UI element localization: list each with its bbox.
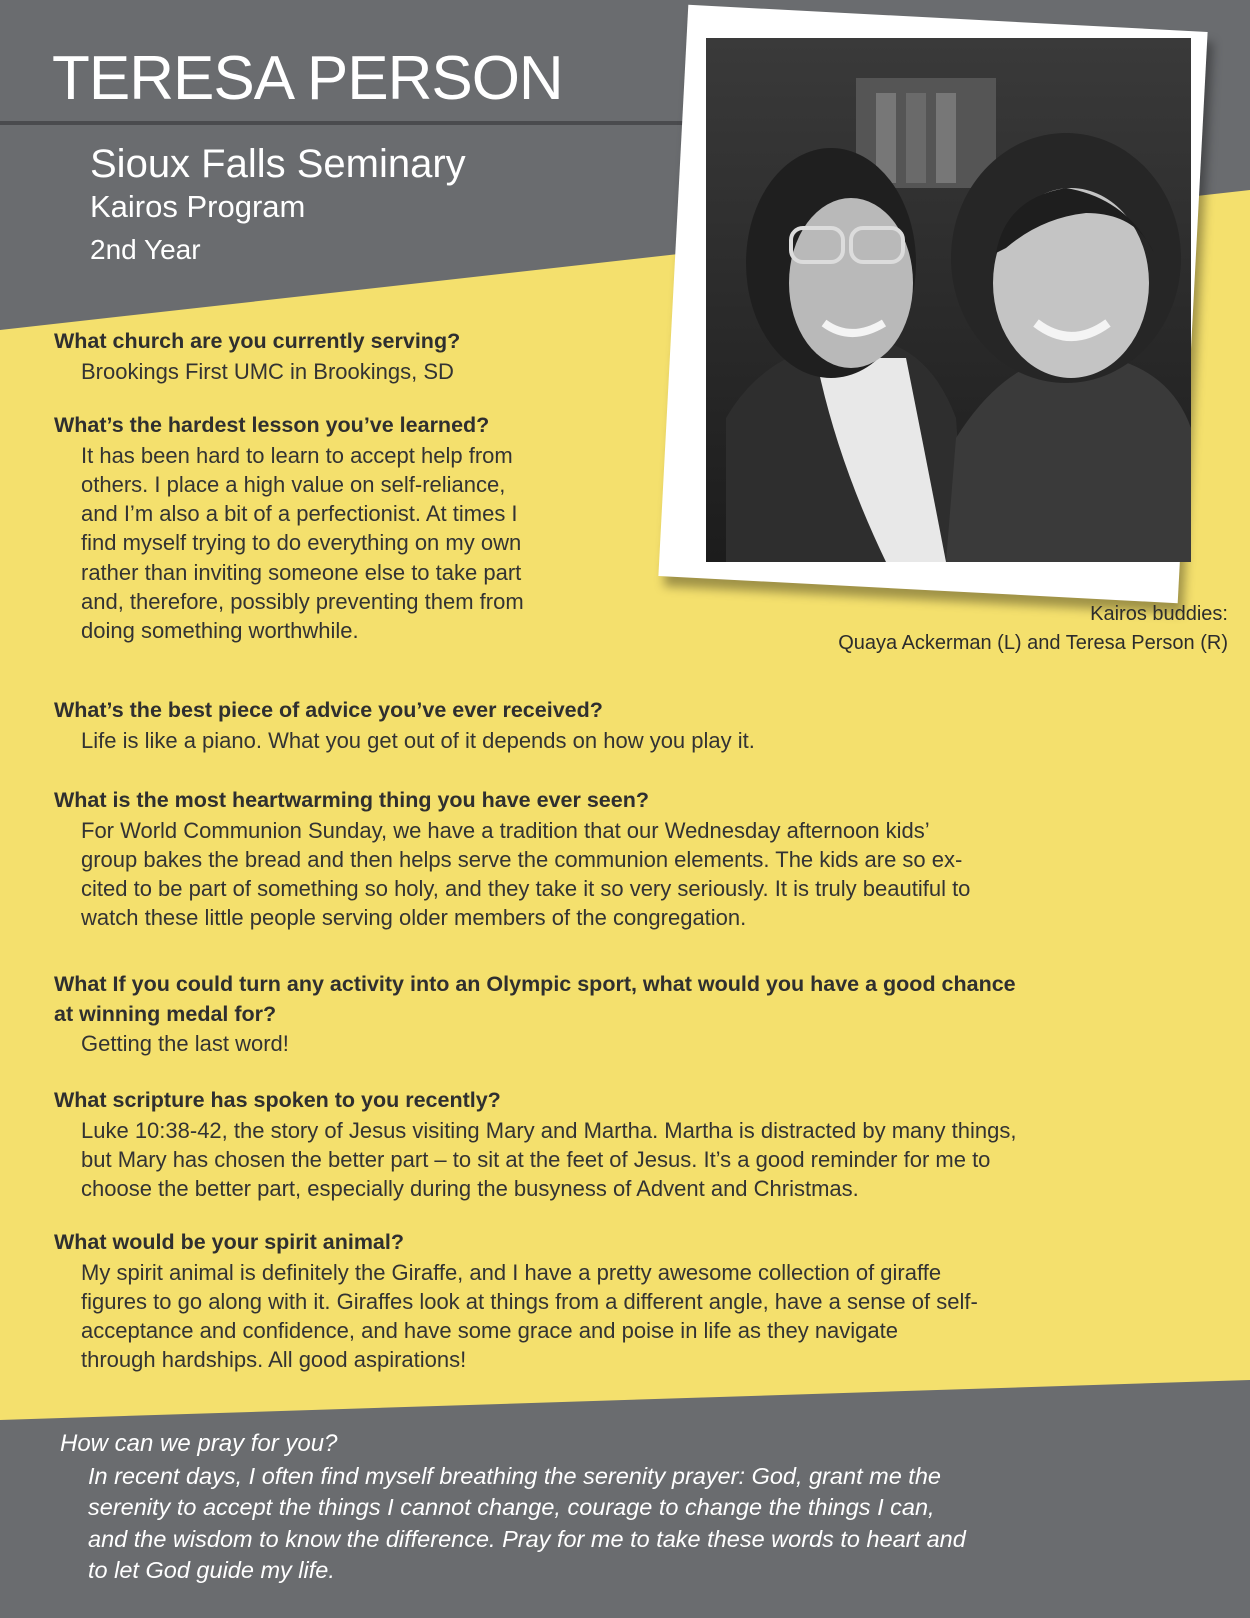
- question: What would be your spirit animal?: [54, 1230, 404, 1254]
- prayer-question: How can we pray for you?: [60, 1430, 338, 1457]
- qa-item: [54, 1228, 978, 1375]
- answer-line: find myself trying to do everything on my own: [81, 530, 522, 556]
- caption-line: Quaya Ackerman (L) and Teresa Person (R): [838, 632, 1228, 654]
- answer-line: but Mary has chosen the better part – to sit at the feet of Jesus. It’s a good reminder for me to: [81, 1146, 991, 1172]
- answer-line: and I’m also a bit of a perfectionist. At times I: [81, 501, 518, 527]
- prayer-answer-line: serenity to accept the things I cannot change, courage to change the things I can,: [88, 1494, 935, 1521]
- question: What church are you currently serving?: [54, 329, 461, 353]
- program-name: Kairos Program: [90, 189, 306, 224]
- qa-item: [54, 970, 1016, 1059]
- answer-line: choose the better part, especially during the busyness of Advent and Christmas.: [81, 1176, 859, 1202]
- question: What scripture has spoken to you recently?: [54, 1088, 501, 1112]
- answer-line: acceptance and confidence, and have some grace and poise in life as they navigate: [81, 1318, 898, 1344]
- answer-line: group bakes the bread and then helps serve the communion elements. The kids are so ex-: [81, 846, 963, 872]
- school-name: Sioux Falls Seminary: [90, 142, 466, 186]
- answer: Brookings First UMC in Brookings, SD: [81, 358, 454, 384]
- question-line: What If you could turn any activity into an Olympic sport, what would you have a good chance: [54, 972, 1016, 996]
- qa-item: [54, 1086, 1016, 1203]
- answer-line: figures to go along with it. Giraffes look at things from a different angle, have a sense of self-: [81, 1288, 978, 1314]
- caption-line: Kairos buddies:: [1090, 603, 1228, 625]
- qa-item: [54, 786, 970, 933]
- question: What’s the best piece of advice you’ve ever received?: [54, 698, 603, 722]
- answer-line: watch these little people serving older members of the congregation.: [81, 905, 747, 931]
- program-year: 2nd Year: [90, 234, 201, 265]
- question-line: at winning medal for?: [54, 1001, 277, 1026]
- answer: Getting the last word!: [81, 1031, 289, 1057]
- answer-line: For World Communion Sunday, we have a tradition that our Wednesday afternoon kids’: [81, 817, 930, 843]
- answer-line: others. I place a high value on self-reliance,: [81, 471, 506, 497]
- answer: Life is like a piano. What you get out of it depends on how you play it.: [81, 727, 755, 753]
- qa-item: [54, 411, 524, 645]
- answer-line: and, therefore, possibly preventing them from: [81, 588, 524, 614]
- answer-line: It has been hard to learn to accept help from: [81, 442, 513, 468]
- question: What’s the hardest lesson you’ve learned?: [54, 413, 490, 437]
- question: What is the most heartwarming thing you have ever seen?: [54, 788, 649, 812]
- qa-item: [54, 696, 755, 755]
- selfie-photo-image: [706, 38, 1191, 562]
- answer-line: rather than inviting someone else to take part: [81, 559, 522, 585]
- selfie-photo: [706, 38, 1191, 562]
- prayer-answer-line: and the wisdom to know the difference. Pray for me to take these words to heart and: [88, 1525, 966, 1552]
- prayer-answer-line: to let God guide my life.: [88, 1556, 335, 1583]
- header-rule: [0, 121, 700, 125]
- prayer-answer-line: In recent days, I often find myself breathing the serenity prayer: God, grant me the: [88, 1463, 941, 1490]
- answer-line: Luke 10:38-42, the story of Jesus visiting Mary and Martha. Martha is distracted by many things,: [81, 1117, 1017, 1143]
- photo-caption: [838, 600, 1228, 658]
- answer-line: through hardships. All good aspirations!: [81, 1347, 467, 1373]
- prayer-section: [60, 1428, 1190, 1586]
- qa-item: [54, 327, 460, 386]
- answer-line: My spirit animal is definitely the Giraffe, and I have a pretty awesome collection of giraffe: [81, 1259, 942, 1285]
- answer-line: doing something worthwhile.: [81, 618, 359, 644]
- person-name: TERESA PERSON: [52, 44, 563, 113]
- answer-line: cited to be part of something so holy, and they take it so very seriously. It is truly beautiful to: [81, 876, 971, 902]
